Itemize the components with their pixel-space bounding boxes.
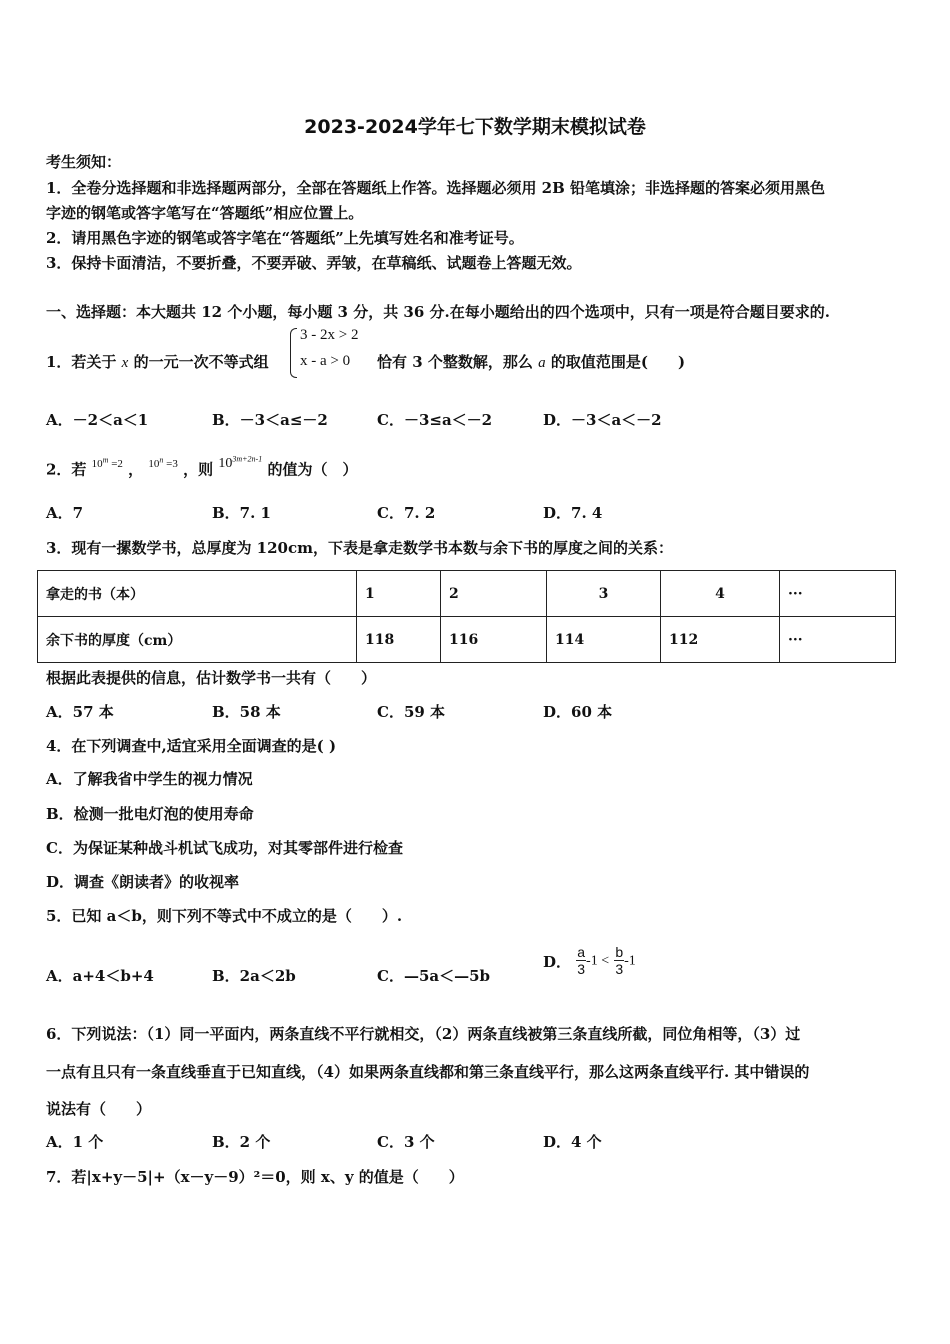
q6-option-c: C．3 个 [377, 1133, 435, 1151]
table-cell: 4 [661, 571, 780, 617]
table-cell: 118 [357, 617, 441, 663]
question-1-stem: 1．若关于 x 的一元一次不等式组 [46, 353, 269, 371]
notice-line-1: 1．全卷分选择题和非选择题两部分，全部在答题纸上作答。选择题必须用 2B 铅笔填涂；非选择题的答案必须用黑色 [46, 179, 826, 197]
table-cell: ··· [780, 617, 896, 663]
q1-option-a: A．－2＜a＜1 [46, 411, 149, 429]
question-6-line-3: 说法有（ ） [46, 1100, 152, 1118]
question-2-stem: 2．若 $^{10^m =2}$ ， $^{10^n =3}$ ，则 $10^{3m+2n-1}$ 的值为（ ） [46, 454, 358, 479]
q5-option-c: C．—5a＜—5b [377, 967, 491, 985]
section-heading: 一、选择题：本大题共 12 个小题，每小题 3 分，共 36 分.在每小题给出的四个选项中，只有一项是符合题目要求的. [46, 303, 830, 321]
q3-option-a: A．57 本 [46, 703, 114, 721]
q4-option-b: B．检测一批电灯泡的使用寿命 [46, 805, 254, 823]
table-cell: 116 [441, 617, 547, 663]
q6-option-b: B．2 个 [212, 1133, 271, 1151]
table-row [38, 617, 896, 663]
page-title: 2023-2024学年七下数学期末模拟试卷 [304, 116, 646, 138]
table-cell: 拿走的书（本） [38, 571, 357, 617]
notice-line-3: 2．请用黑色字迹的钢笔或答字笔在“答题纸”上先填写姓名和准考证号。 [46, 229, 524, 247]
left-brace [290, 328, 297, 378]
fraction-b-over-3: $\frac{b}{3}$ [615, 944, 624, 977]
table-cell: 2 [441, 571, 547, 617]
notice-heading: 考生须知： [46, 153, 122, 171]
q1-option-d: D．－3＜a＜－2 [543, 411, 662, 429]
inequality-system [290, 326, 370, 378]
expr-10-power: $10^{3m+2n-1}$ [218, 454, 263, 471]
q6-option-d: D．4 个 [543, 1133, 602, 1151]
inequality-row-2: x - a > 0 [300, 353, 351, 369]
q5-option-a: A．a+4＜b+4 [46, 967, 154, 985]
q6-option-a: A．1 个 [46, 1133, 104, 1151]
q1-option-c: C．－3≤a＜－2 [377, 411, 493, 429]
q4-option-d: D．调查《朗读者》的收视率 [46, 873, 240, 891]
notice-line-2: 字迹的钢笔或答字笔写在“答题纸”相应位置上。 [46, 204, 364, 222]
q2-option-c: C．7. 2 [377, 504, 436, 522]
question-5-stem: 5．已知 a＜b，则下列不等式中不成立的是（ ）. [46, 907, 403, 925]
question-3-stem: 3．现有一摞数学书，总厚度为 120cm，下表是拿走数学书本数与余下书的厚度之间的关系： [46, 539, 673, 557]
expr-10n: 10n =3 [148, 455, 178, 470]
var-x: x [121, 355, 129, 371]
q3-option-b: B．58 本 [212, 703, 281, 721]
book-thickness-table [37, 570, 896, 663]
question-6-line-1: 6．下列说法：（1）同一平面内，两条直线不平行就相交，（2）两条直线被第三条直线所截，同位角相等，（3）过 [46, 1025, 801, 1043]
table-cell: 114 [547, 617, 661, 663]
question-3-after: 根据此表提供的信息，估计数学书一共有（ ） [46, 669, 377, 687]
question-7-stem: 7．若|x+y－5|+（x－y－9）²＝0，则 x、y 的值是（ ） [46, 1168, 464, 1186]
question-1-tail: 恰有 3 个整数解，那么 a 的取值范围是( ) [377, 353, 686, 371]
table-row [38, 571, 896, 617]
q2-option-d: D．7. 4 [543, 504, 603, 522]
q5-option-b: B．2a＜2b [212, 967, 296, 985]
q3-option-c: C．59 本 [377, 703, 446, 721]
table-cell: 1 [357, 571, 441, 617]
notice-line-4: 3．保持卡面清洁，不要折叠，不要弄破、弄皱，在草稿纸、试题卷上答题无效。 [46, 254, 582, 272]
table-cell: 3 [547, 571, 661, 617]
q5-option-d: D． $\frac{a}{3}$ -1 < $\frac{b}{3}$ -1 [543, 944, 636, 977]
q2-option-b: B．7. 1 [212, 504, 271, 522]
expr-10m: 10m =2 [91, 455, 123, 470]
inequality-row-1: 3 - 2x > 2 [300, 327, 359, 343]
question-6-line-2: 一点有且只有一条直线垂直于已知直线，（4）如果两条直线都和第三条直线平行，那么这两条直线平行. 其中错误的 [46, 1063, 810, 1081]
q1-option-b: B．－3＜a≤－2 [212, 411, 328, 429]
q3-option-d: D．60 本 [543, 703, 613, 721]
question-4-stem: 4．在下列调查中,适宜采用全面调查的是( ) [46, 737, 337, 755]
q2-option-a: A．7 [46, 504, 84, 522]
table-cell: 112 [661, 617, 780, 663]
var-a: a [538, 355, 546, 371]
q4-option-c: C．为保证某种战斗机试飞成功，对其零部件进行检查 [46, 839, 403, 857]
table-cell: 余下书的厚度（cm） [38, 617, 357, 663]
table-cell: ··· [780, 571, 896, 617]
q4-option-a: A．了解我省中学生的视力情况 [46, 770, 253, 788]
fraction-a-over-3: $\frac{a}{3}$ [577, 944, 586, 977]
